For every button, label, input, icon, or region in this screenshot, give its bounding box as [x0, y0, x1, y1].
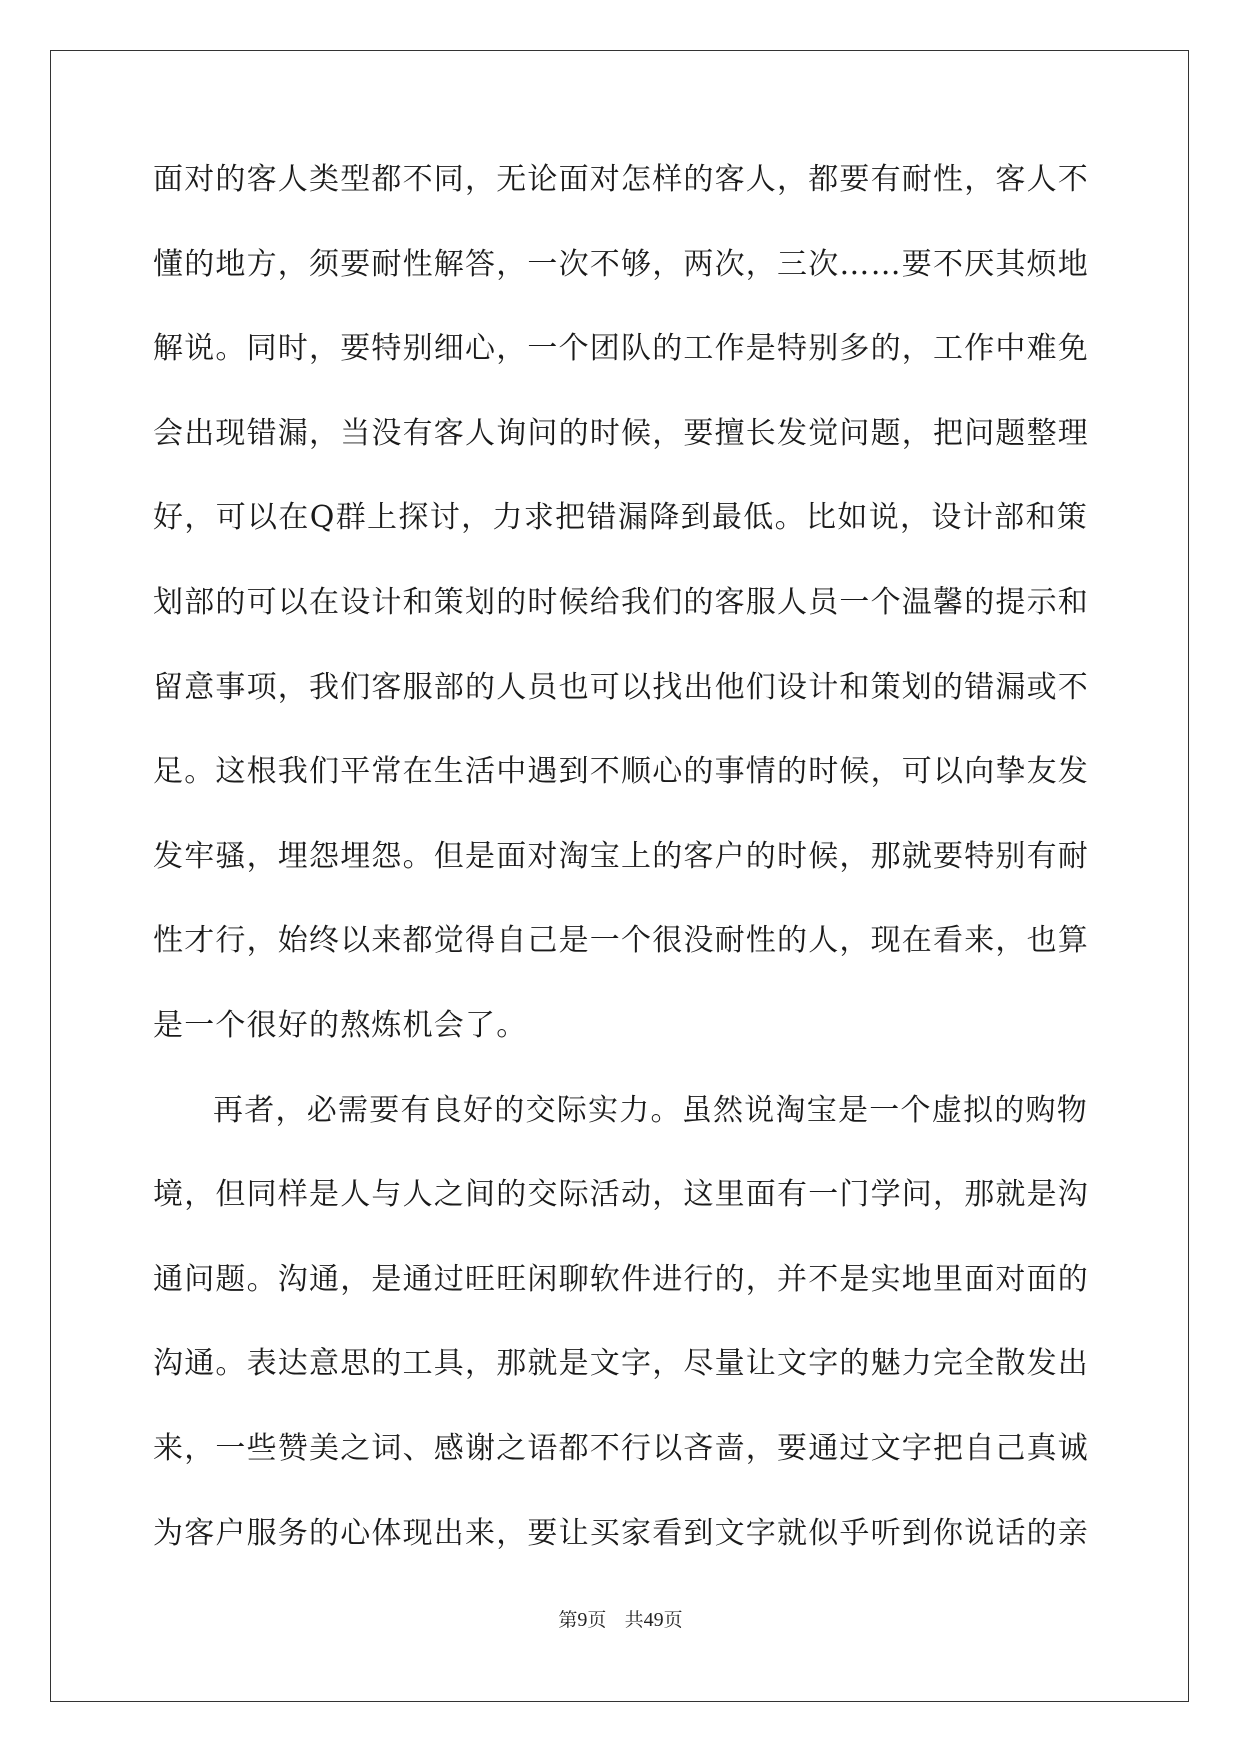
page-footer — [0, 1608, 1241, 1632]
text-line: 来，一些赞美之词、感谢之语都不行以吝啬，要通过文字把自己真诚 — [153, 1430, 1089, 1466]
text-line: 懂的地方，须要耐性解答，一次不够，两次，三次……要不厌其烦地 — [153, 246, 1089, 282]
text-line: 面对的客人类型都不同，无论面对怎样的客人，都要有耐性，客人不 — [153, 162, 1089, 197]
footer-total-pages: 49 — [643, 1609, 664, 1631]
text-line: 划部的可以在设计和策划的时候给我们的客服人员一个温馨的提示和 — [153, 584, 1089, 620]
text-line: 会出现错漏，当没有客人询问的时候，要擅长发觉问题，把问题整理 — [153, 415, 1089, 451]
text-line: 足。这根我们平常在生活中遇到不顺心的事情的时候，可以向挚友发 — [153, 754, 1089, 790]
text-line: 再者，必需要有良好的交际实力。虽然说淘宝是一个虚拟的购物 — [213, 1092, 1088, 1128]
text-line: 发牢骚，埋怨埋怨。但是面对淘宝上的客户的时候，那就要特别有耐 — [153, 838, 1089, 874]
text-line: 境，但同样是人与人之间的交际活动，这里面有一门学问，那就是沟 — [153, 1177, 1089, 1213]
footer-total-suffix: 页 — [663, 1609, 683, 1631]
text-line: 好，可以在Q群上探讨，力求把错漏降到最低。比如说，设计部和策 — [153, 500, 1088, 536]
text-line: 是一个很好的熬炼机会了。 — [153, 1007, 528, 1043]
document-body — [153, 160, 1088, 1598]
footer-prefix: 第 — [558, 1609, 578, 1631]
footer-page-number: 9 — [577, 1609, 588, 1631]
text-line: 性才行，始终以来都觉得自己是一个很没耐性的人，现在看来，也算 — [153, 923, 1089, 959]
footer-page-suffix: 页 — [587, 1609, 607, 1631]
text-line: 为客户服务的心体现出来，要让买家看到文字就似乎听到你说话的亲 — [153, 1515, 1089, 1551]
text-line: 留意事项，我们客服部的人员也可以找出他们设计和策划的错漏或不 — [153, 669, 1089, 705]
text-line: 沟通。表达意思的工具，那就是文字，尽量让文字的魅力完全散发出 — [153, 1346, 1089, 1382]
footer-total-prefix: 共 — [624, 1609, 644, 1631]
text-line: 通问题。沟通，是通过旺旺闲聊软件进行的，并不是实地里面对面的 — [153, 1261, 1089, 1297]
text-line: 解说。同时，要特别细心，一个团队的工作是特别多的，工作中难免 — [153, 331, 1089, 367]
